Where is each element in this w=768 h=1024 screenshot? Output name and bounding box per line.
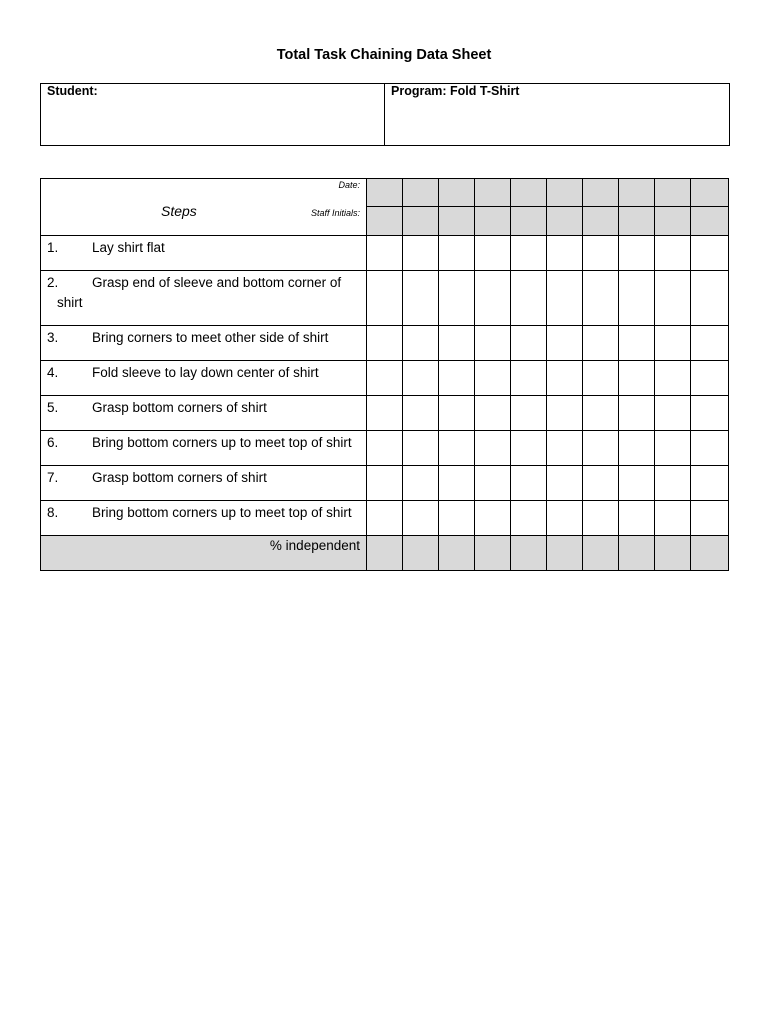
score-cell[interactable] xyxy=(619,271,655,326)
score-cell[interactable] xyxy=(583,236,619,271)
percent-cell[interactable] xyxy=(439,536,475,571)
date-cell[interactable] xyxy=(403,179,439,207)
score-cell[interactable] xyxy=(439,431,475,466)
score-cell[interactable] xyxy=(367,501,403,536)
task-chaining-table xyxy=(40,178,729,571)
score-cell[interactable] xyxy=(655,466,691,501)
step-cell xyxy=(41,326,367,361)
score-cell[interactable] xyxy=(691,326,729,361)
score-cell[interactable] xyxy=(475,361,511,396)
score-cell[interactable] xyxy=(367,466,403,501)
staff-initials-cell[interactable] xyxy=(367,207,403,236)
staff-initials-cell[interactable] xyxy=(583,207,619,236)
step-row xyxy=(41,361,729,396)
staff-initials-cell[interactable] xyxy=(511,207,547,236)
percent-cell[interactable] xyxy=(619,536,655,571)
score-cell[interactable] xyxy=(403,396,439,431)
step-cell xyxy=(41,236,367,271)
date-label: Date: xyxy=(338,180,360,190)
score-cell[interactable] xyxy=(367,271,403,326)
score-cell[interactable] xyxy=(367,236,403,271)
score-cell[interactable] xyxy=(511,361,547,396)
score-cell[interactable] xyxy=(367,326,403,361)
score-cell[interactable] xyxy=(511,271,547,326)
step-row xyxy=(41,236,729,271)
score-cell[interactable] xyxy=(619,396,655,431)
date-cell[interactable] xyxy=(511,179,547,207)
score-cell[interactable] xyxy=(691,396,729,431)
score-cell[interactable] xyxy=(583,361,619,396)
percent-cell[interactable] xyxy=(655,536,691,571)
score-cell[interactable] xyxy=(439,236,475,271)
student-label: Student: xyxy=(47,84,98,98)
step-row xyxy=(41,326,729,361)
score-cell[interactable] xyxy=(403,431,439,466)
step-text: Fold sleeve to lay down center of shirt xyxy=(92,365,319,380)
score-cell[interactable] xyxy=(691,361,729,396)
step-text: Lay shirt flat xyxy=(92,240,165,255)
program-label: Program: Fold T-Shirt xyxy=(391,84,520,98)
score-cell[interactable] xyxy=(691,431,729,466)
step-number: 3. xyxy=(47,330,59,345)
staff-initials-cell[interactable] xyxy=(691,207,729,236)
staff-initials-label: Staff Initials: xyxy=(310,208,360,218)
score-cell[interactable] xyxy=(439,271,475,326)
score-cell[interactable] xyxy=(547,501,583,536)
score-cell[interactable] xyxy=(655,326,691,361)
step-text: Grasp bottom corners of shirt xyxy=(92,470,267,485)
score-cell[interactable] xyxy=(547,396,583,431)
score-cell[interactable] xyxy=(547,326,583,361)
score-cell[interactable] xyxy=(547,431,583,466)
score-cell[interactable] xyxy=(583,396,619,431)
score-cell[interactable] xyxy=(583,326,619,361)
score-cell[interactable] xyxy=(655,431,691,466)
step-number: 7. xyxy=(47,470,59,485)
score-cell[interactable] xyxy=(583,271,619,326)
score-cell[interactable] xyxy=(511,396,547,431)
score-cell[interactable] xyxy=(403,466,439,501)
score-cell[interactable] xyxy=(475,271,511,326)
score-cell[interactable] xyxy=(439,361,475,396)
step-text: Bring bottom corners up to meet top of shirt xyxy=(92,505,352,520)
score-cell[interactable] xyxy=(367,396,403,431)
score-cell[interactable] xyxy=(691,501,729,536)
score-cell[interactable] xyxy=(691,271,729,326)
date-cell[interactable] xyxy=(583,179,619,207)
step-cell xyxy=(41,501,367,536)
score-cell[interactable] xyxy=(583,431,619,466)
score-cell[interactable] xyxy=(475,396,511,431)
step-cell xyxy=(41,431,367,466)
score-cell[interactable] xyxy=(655,236,691,271)
date-cell[interactable] xyxy=(655,179,691,207)
student-info-table xyxy=(40,83,730,146)
score-cell[interactable] xyxy=(475,236,511,271)
score-cell[interactable] xyxy=(511,431,547,466)
staff-initials-cell[interactable] xyxy=(655,207,691,236)
score-cell[interactable] xyxy=(403,236,439,271)
step-cell xyxy=(41,271,367,326)
score-cell[interactable] xyxy=(547,466,583,501)
score-cell[interactable] xyxy=(619,361,655,396)
date-cell[interactable] xyxy=(439,179,475,207)
percent-cell[interactable] xyxy=(511,536,547,571)
step-row xyxy=(41,396,729,431)
score-cell[interactable] xyxy=(475,431,511,466)
score-cell[interactable] xyxy=(475,466,511,501)
steps-label: Steps xyxy=(161,203,197,219)
score-cell[interactable] xyxy=(511,466,547,501)
step-number: 5. xyxy=(47,400,59,415)
percent-cell[interactable] xyxy=(475,536,511,571)
page-title: Total Task Chaining Data Sheet xyxy=(276,47,492,63)
score-cell[interactable] xyxy=(619,326,655,361)
score-cell[interactable] xyxy=(367,431,403,466)
student-field[interactable] xyxy=(41,84,385,146)
score-cell[interactable] xyxy=(583,466,619,501)
score-cell[interactable] xyxy=(655,361,691,396)
step-text: Grasp bottom corners of shirt xyxy=(92,400,267,415)
staff-initials-cell[interactable] xyxy=(547,207,583,236)
percent-cell[interactable] xyxy=(547,536,583,571)
percent-independent-label: % independent xyxy=(41,536,367,571)
step-cell xyxy=(41,361,367,396)
score-cell[interactable] xyxy=(619,431,655,466)
score-cell[interactable] xyxy=(439,501,475,536)
score-cell[interactable] xyxy=(655,396,691,431)
percent-cell[interactable] xyxy=(403,536,439,571)
date-cell[interactable] xyxy=(691,179,729,207)
score-cell[interactable] xyxy=(475,501,511,536)
percent-cell[interactable] xyxy=(583,536,619,571)
date-cell[interactable] xyxy=(547,179,583,207)
score-cell[interactable] xyxy=(619,501,655,536)
percent-independent-row xyxy=(41,536,729,571)
step-row xyxy=(41,466,729,501)
step-text: Grasp end of sleeve and bottom corner of xyxy=(92,275,342,290)
score-cell[interactable] xyxy=(403,361,439,396)
date-cell[interactable] xyxy=(367,179,403,207)
step-cell xyxy=(41,396,367,431)
step-cell xyxy=(41,466,367,501)
score-cell[interactable] xyxy=(547,236,583,271)
score-cell[interactable] xyxy=(655,271,691,326)
step-text-wrap: shirt xyxy=(57,295,83,310)
score-cell[interactable] xyxy=(547,271,583,326)
steps-header-cell xyxy=(41,179,367,236)
step-number: 1. xyxy=(47,240,59,255)
date-cell[interactable] xyxy=(475,179,511,207)
score-cell[interactable] xyxy=(439,326,475,361)
step-row xyxy=(41,271,729,326)
score-cell[interactable] xyxy=(655,501,691,536)
score-cell[interactable] xyxy=(691,236,729,271)
score-cell[interactable] xyxy=(403,271,439,326)
staff-initials-cell[interactable] xyxy=(619,207,655,236)
program-field[interactable] xyxy=(385,84,730,146)
percent-cell[interactable] xyxy=(691,536,729,571)
score-cell[interactable] xyxy=(511,236,547,271)
score-cell[interactable] xyxy=(475,326,511,361)
score-cell[interactable] xyxy=(619,236,655,271)
step-number: 8. xyxy=(47,505,59,520)
score-cell[interactable] xyxy=(511,326,547,361)
score-cell[interactable] xyxy=(439,396,475,431)
percent-cell[interactable] xyxy=(367,536,403,571)
score-cell[interactable] xyxy=(619,466,655,501)
score-cell[interactable] xyxy=(511,501,547,536)
staff-initials-cell[interactable] xyxy=(403,207,439,236)
step-number: 6. xyxy=(47,435,59,450)
staff-initials-cell[interactable] xyxy=(439,207,475,236)
staff-initials-cell[interactable] xyxy=(475,207,511,236)
step-row xyxy=(41,501,729,536)
score-cell[interactable] xyxy=(403,501,439,536)
score-cell[interactable] xyxy=(547,361,583,396)
date-cell[interactable] xyxy=(619,179,655,207)
score-cell[interactable] xyxy=(583,501,619,536)
score-cell[interactable] xyxy=(439,466,475,501)
step-number: 2. xyxy=(47,275,59,290)
step-row xyxy=(41,431,729,466)
step-number: 4. xyxy=(47,365,59,380)
score-cell[interactable] xyxy=(367,361,403,396)
score-cell[interactable] xyxy=(403,326,439,361)
score-cell[interactable] xyxy=(691,466,729,501)
step-text: Bring bottom corners up to meet top of shirt xyxy=(92,435,352,450)
step-text: Bring corners to meet other side of shirt xyxy=(92,330,329,345)
